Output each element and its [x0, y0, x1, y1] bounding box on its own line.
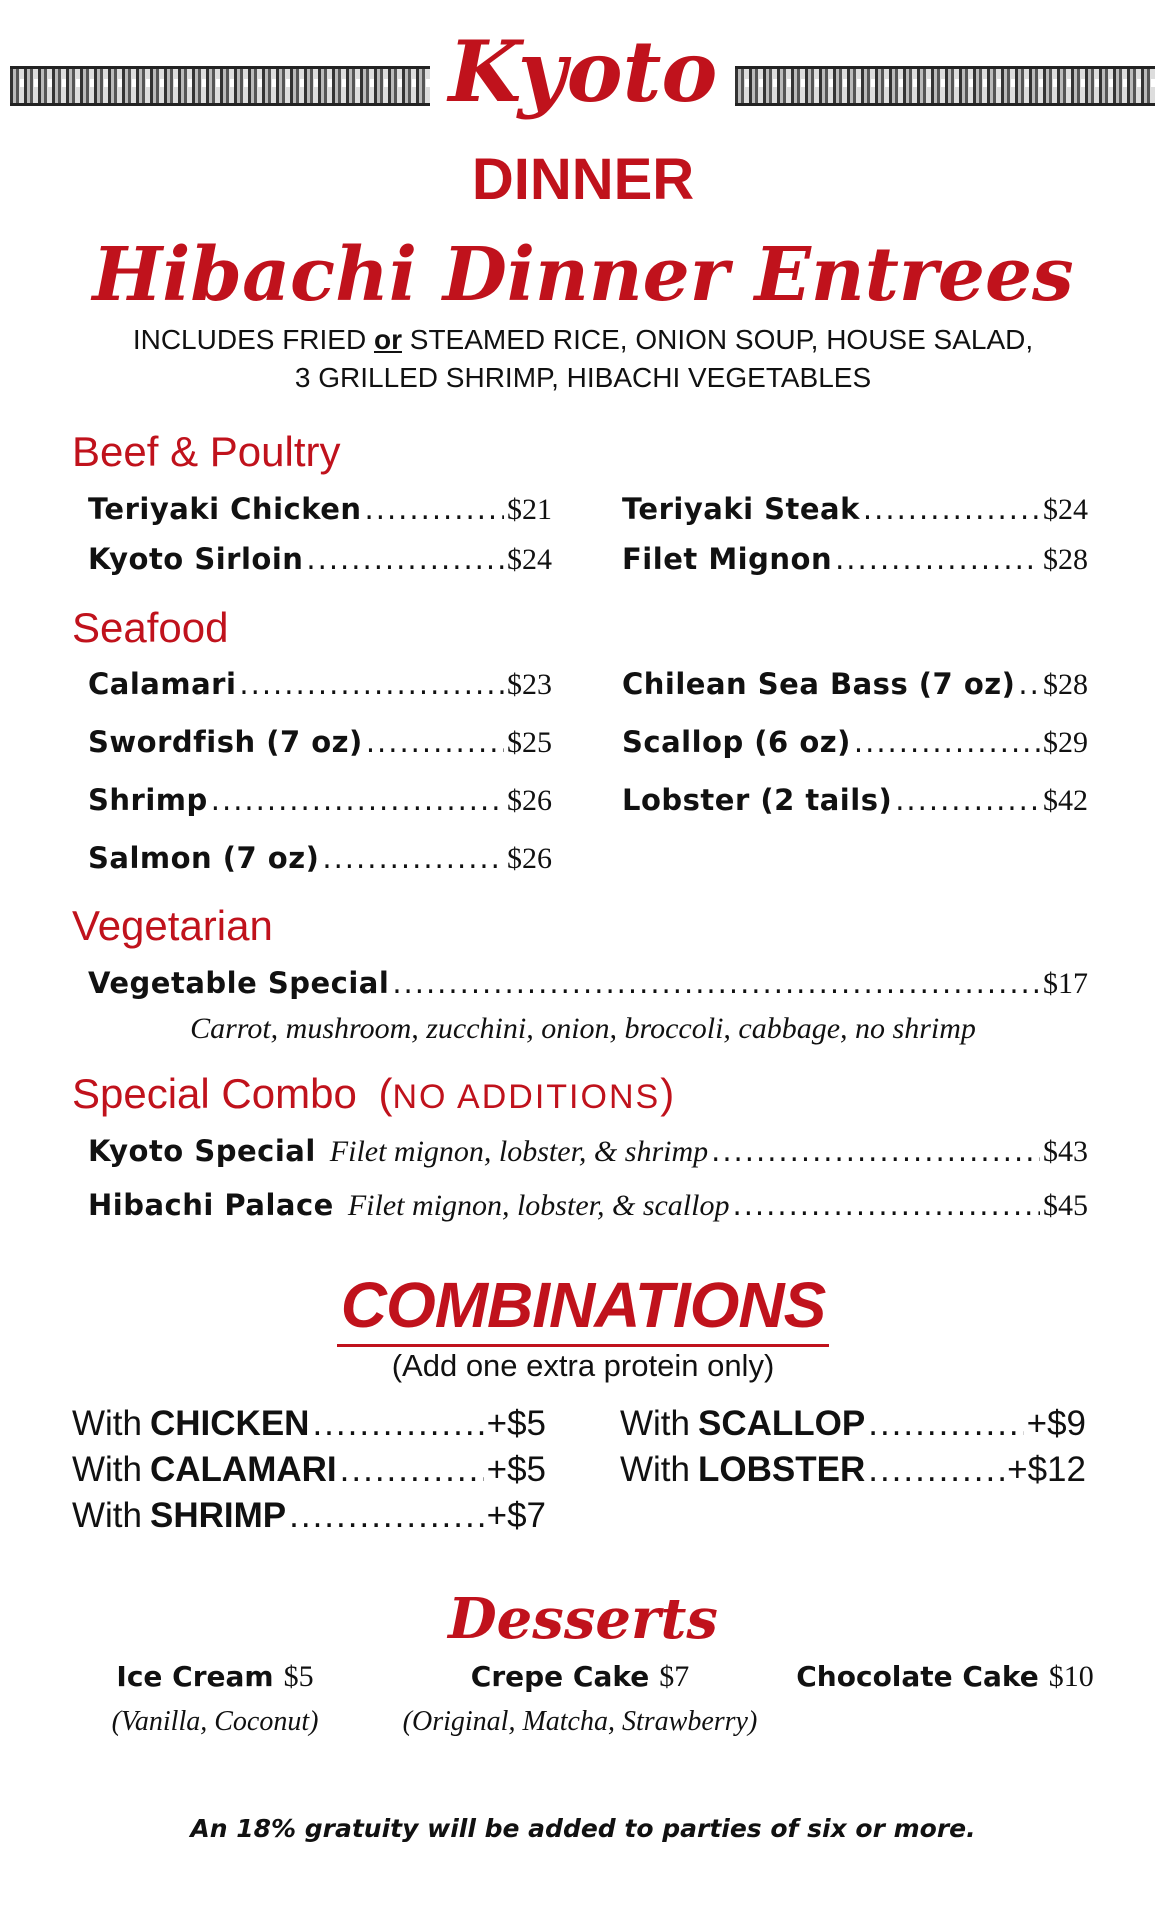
- item-name: Lobster (2 tails): [622, 783, 893, 817]
- item-price: $24: [507, 543, 552, 576]
- dot-leader: [392, 966, 1040, 1000]
- item-price: $28: [1043, 543, 1088, 576]
- dot-leader: [289, 1496, 484, 1536]
- combo-item: [72, 1496, 546, 1536]
- dot-leader: [239, 667, 504, 701]
- combo-price: +$9: [1026, 1404, 1086, 1443]
- menu-item: [88, 492, 552, 527]
- dessert-name: Ice Cream: [116, 1660, 274, 1693]
- combo-prefix: With: [72, 1496, 142, 1535]
- combo-price: +$5: [486, 1404, 546, 1443]
- dessert-description: (Vanilla, Coconut): [111, 1706, 319, 1737]
- includes-text-a: INCLUDES FRIED: [132, 324, 374, 355]
- dessert-description: (Original, Matcha, Strawberry): [402, 1706, 758, 1737]
- item-price: $23: [507, 668, 552, 701]
- dessert-item: [370, 1660, 790, 1738]
- includes-or: or: [373, 324, 402, 355]
- item-name: Shrimp: [88, 783, 208, 817]
- item-price: $45: [1043, 1189, 1088, 1222]
- combo-item: [72, 1404, 546, 1444]
- special-combo-note-open: (: [378, 1070, 393, 1117]
- combo-protein: LOBSTER: [698, 1450, 866, 1489]
- section-title-seafood: Seafood: [72, 604, 229, 651]
- vegetarian-description: Carrot, mushroom, zucchini, onion, broccoli, cabbage, no shrimp: [190, 1012, 976, 1045]
- item-name: Vegetable Special: [88, 966, 390, 1000]
- special-combo-title: Special Combo: [72, 1070, 357, 1117]
- includes-line-2: 3 GRILLED SHRIMP, HIBACHI VEGETABLES: [294, 362, 872, 393]
- combo-prefix: With: [620, 1404, 690, 1443]
- dot-leader: [365, 492, 504, 526]
- item-price: $24: [1043, 493, 1088, 526]
- dot-leader: [711, 1134, 1040, 1168]
- desserts-title: Desserts: [448, 1586, 718, 1652]
- item-price: $26: [507, 784, 552, 817]
- menu-item: [622, 492, 1088, 527]
- combo-protein: SHRIMP: [150, 1496, 287, 1535]
- combo-prefix: With: [72, 1404, 142, 1443]
- dot-leader: [895, 783, 1040, 817]
- menu-item: [88, 966, 1088, 1001]
- item-price: $28: [1043, 668, 1088, 701]
- dot-leader: [366, 725, 504, 759]
- menu-item: [88, 783, 552, 818]
- hibachi-subtitle: Hibachi Dinner Entrees: [92, 232, 1074, 318]
- menu-item: [88, 542, 552, 577]
- section-title-special-combo: [72, 1070, 674, 1118]
- dessert-line: [370, 1660, 790, 1694]
- dot-leader: [306, 542, 504, 576]
- item-name: Filet Mignon: [622, 542, 833, 576]
- dessert-line: [80, 1660, 350, 1694]
- item-description: Filet mignon, lobster, & shrimp: [329, 1135, 709, 1168]
- item-description: Filet mignon, lobster, & scallop: [347, 1189, 730, 1222]
- dot-leader: [340, 1450, 484, 1490]
- menu-item: [88, 1134, 1088, 1169]
- menu-item: [88, 725, 552, 760]
- dot-leader: [322, 841, 504, 875]
- menu-item: [622, 542, 1088, 577]
- section-title-vegetarian: Vegetarian: [72, 902, 273, 949]
- dessert-item: [80, 1660, 350, 1738]
- menu-item: [622, 725, 1088, 760]
- item-price: $25: [507, 726, 552, 759]
- dot-leader: [312, 1404, 483, 1444]
- item-price: $21: [507, 493, 552, 526]
- item-name: Teriyaki Steak: [622, 492, 860, 526]
- combo-protein: CHICKEN: [150, 1404, 310, 1443]
- item-price: $29: [1043, 726, 1088, 759]
- dessert-price: $10: [1048, 1660, 1094, 1693]
- special-combo-note-close: ): [660, 1070, 675, 1117]
- combo-item: [72, 1450, 546, 1490]
- menu-item: [622, 667, 1088, 702]
- combo-item: [620, 1450, 1086, 1490]
- menu-item: [88, 841, 552, 876]
- meal-title: DINNER: [471, 147, 695, 212]
- combo-prefix: With: [72, 1450, 142, 1489]
- includes-text-b: STEAMED RICE, ONION SOUP, HOUSE SALAD,: [401, 324, 1034, 355]
- item-name: Kyoto Sirloin: [88, 542, 304, 576]
- dessert-line: [790, 1660, 1100, 1694]
- combo-price: +$7: [486, 1496, 546, 1535]
- dot-leader: [854, 725, 1040, 759]
- menu-item: [88, 1188, 1088, 1223]
- item-price: $43: [1043, 1135, 1088, 1168]
- dot-leader: [835, 542, 1040, 576]
- restaurant-name: Kyoto: [448, 22, 718, 121]
- combo-protein: SCALLOP: [698, 1404, 866, 1443]
- dot-leader: [1018, 667, 1040, 701]
- combinations-title: COMBINATIONS: [337, 1268, 830, 1347]
- combo-item: [620, 1404, 1086, 1444]
- dot-leader: [732, 1188, 1040, 1222]
- dessert-item: [790, 1660, 1100, 1694]
- dot-leader: [863, 492, 1040, 526]
- item-name: Calamari: [88, 667, 237, 701]
- combo-protein: CALAMARI: [150, 1450, 337, 1489]
- dessert-name: Chocolate Cake: [796, 1660, 1039, 1693]
- menu-item: [622, 783, 1088, 818]
- combo-price: +$12: [1007, 1450, 1086, 1489]
- menu-item: [88, 667, 552, 702]
- special-combo-note: NO ADDITIONS: [392, 1078, 661, 1116]
- dessert-price: $7: [659, 1660, 690, 1693]
- dot-leader: [868, 1404, 1023, 1444]
- item-price: $42: [1043, 784, 1088, 817]
- item-name: Salmon (7 oz): [88, 841, 320, 875]
- item-name: Kyoto Special: [88, 1134, 316, 1168]
- dessert-name: Crepe Cake: [470, 1660, 650, 1693]
- item-name: Chilean Sea Bass (7 oz): [622, 667, 1016, 701]
- section-title-beef-poultry: Beef & Poultry: [72, 428, 341, 475]
- item-price: $17: [1043, 967, 1088, 1000]
- combo-prefix: With: [620, 1450, 690, 1489]
- item-price: $26: [507, 842, 552, 875]
- item-name: Scallop (6 oz): [622, 725, 851, 759]
- includes-line-1: [0, 324, 1166, 356]
- dessert-price: $5: [283, 1660, 314, 1693]
- combinations-subtitle: (Add one extra protein only): [391, 1348, 775, 1383]
- item-name: Teriyaki Chicken: [88, 492, 362, 526]
- gratuity-note: An 18% gratuity will be added to parties of six or more.: [190, 1814, 976, 1843]
- combo-price: +$5: [486, 1450, 546, 1489]
- combinations-title-wrap: [0, 1268, 1166, 1347]
- item-name: Hibachi Palace: [88, 1188, 334, 1222]
- item-name: Swordfish (7 oz): [88, 725, 363, 759]
- dot-leader: [868, 1450, 1004, 1490]
- dot-leader: [211, 783, 504, 817]
